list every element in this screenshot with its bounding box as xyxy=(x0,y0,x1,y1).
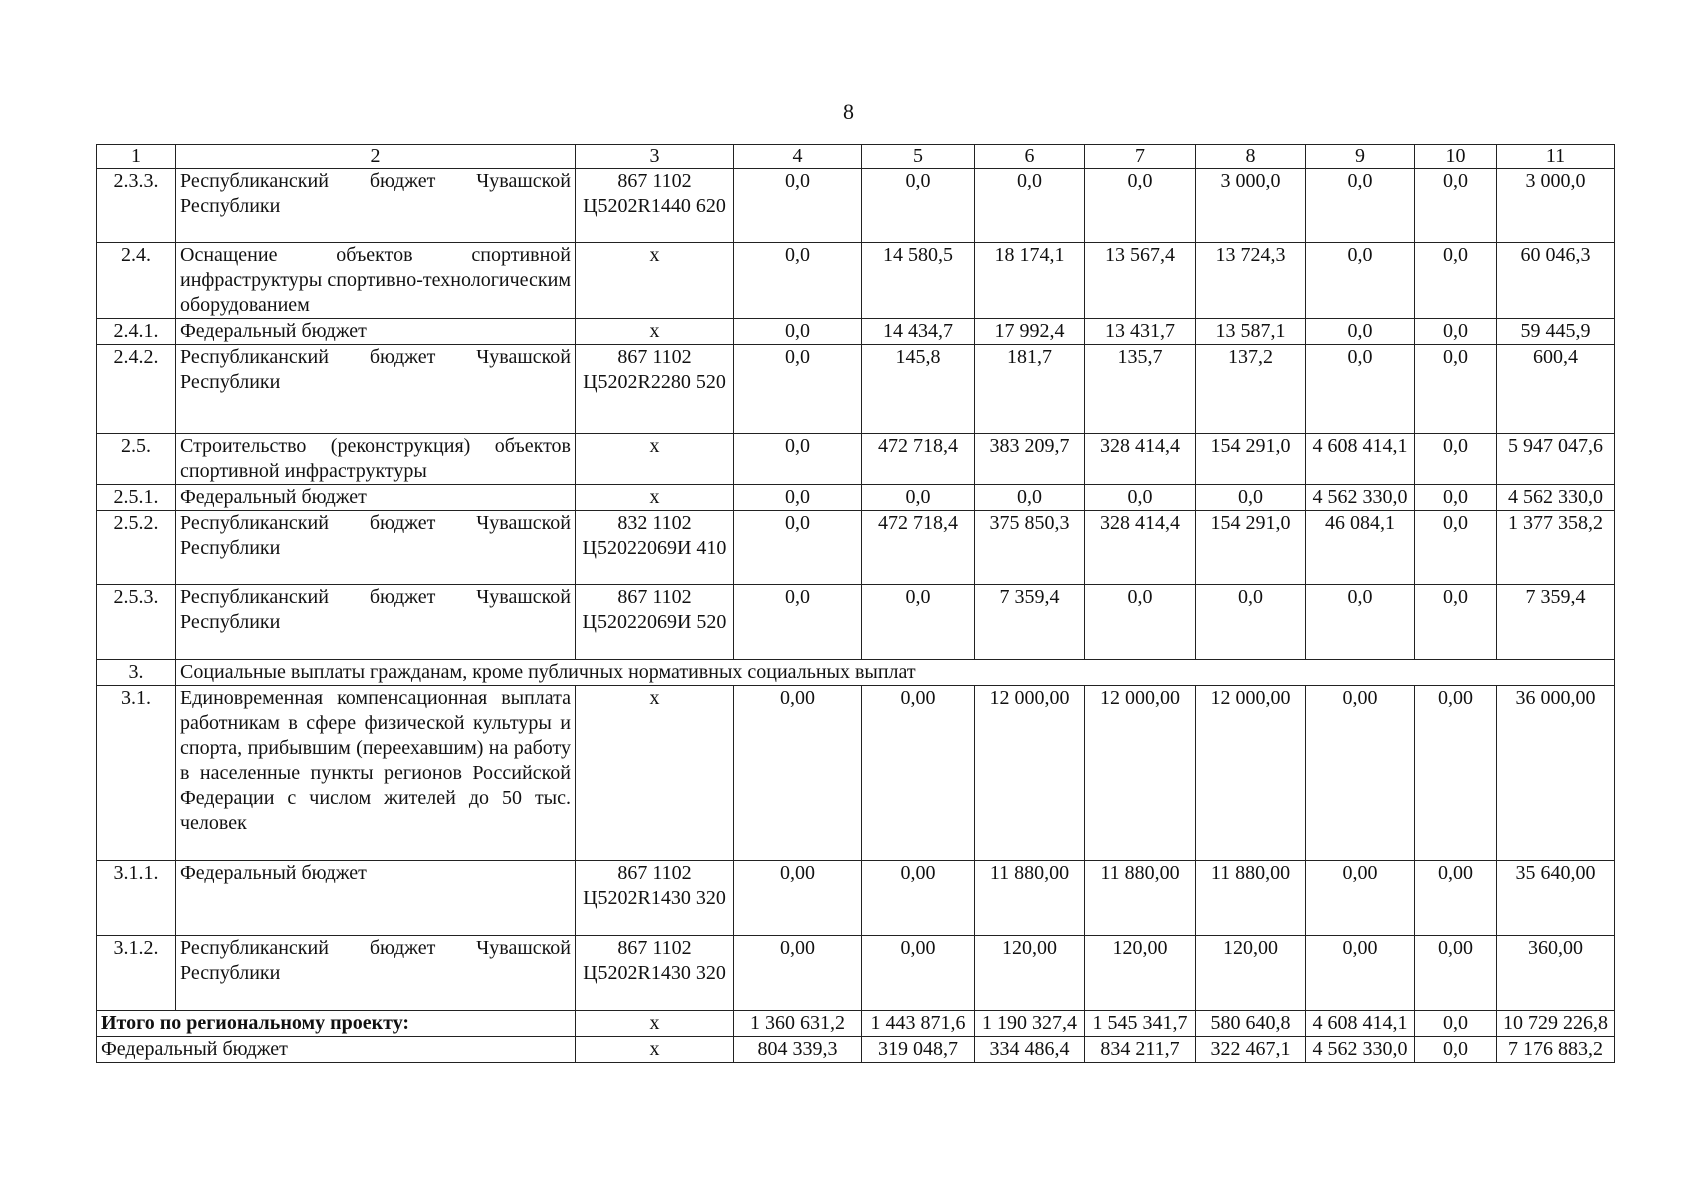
value-cell: 36 000,00 xyxy=(1497,686,1615,861)
row-index: 2.4.1. xyxy=(97,319,176,345)
value-cell: 7 176 883,2 xyxy=(1497,1037,1615,1063)
row-index: 3.1.1. xyxy=(97,861,176,936)
value-cell: 3 000,0 xyxy=(1196,169,1306,243)
value-cell: 154 291,0 xyxy=(1196,434,1306,485)
value-cell: 0,0 xyxy=(1196,585,1306,660)
value-cell: 35 640,00 xyxy=(1497,861,1615,936)
value-cell: 13 724,3 xyxy=(1196,243,1306,319)
row-code: х xyxy=(576,243,734,319)
value-cell: 4 562 330,0 xyxy=(1497,485,1615,511)
header-cell: 2 xyxy=(176,145,576,169)
row-code: 867 1102 Ц52022069И 520 xyxy=(576,585,734,660)
value-cell: 120,00 xyxy=(1085,936,1196,1011)
value-cell: 120,00 xyxy=(1196,936,1306,1011)
value-cell: 0,0 xyxy=(975,169,1085,243)
value-cell: 0,0 xyxy=(862,485,975,511)
value-cell: 1 360 631,2 xyxy=(734,1011,862,1037)
value-cell: 60 046,3 xyxy=(1497,243,1615,319)
value-cell: 4 562 330,0 xyxy=(1306,485,1415,511)
budget-table xyxy=(96,144,1615,1063)
value-cell: 0,0 xyxy=(734,485,862,511)
row-name: Республиканский бюджет Чувашской Республики xyxy=(176,345,576,434)
table-row xyxy=(97,861,1615,936)
value-cell: 834 211,7 xyxy=(1085,1037,1196,1063)
value-cell: 0,0 xyxy=(1196,485,1306,511)
row-index: 2.4. xyxy=(97,243,176,319)
row-code: 832 1102 Ц52022069И 410 xyxy=(576,511,734,585)
total-row xyxy=(97,1037,1615,1063)
row-name: Республиканский бюджет Чувашской Республики xyxy=(176,169,576,243)
value-cell: 0,0 xyxy=(1415,434,1497,485)
table-row xyxy=(97,485,1615,511)
value-cell: 0,00 xyxy=(734,861,862,936)
value-cell: 0,0 xyxy=(734,169,862,243)
value-cell: 12 000,00 xyxy=(975,686,1085,861)
section-title: Социальные выплаты гражданам, кроме публичных нормативных социальных выплат xyxy=(176,660,1615,686)
header-cell: 1 xyxy=(97,145,176,169)
value-cell: 12 000,00 xyxy=(1085,686,1196,861)
value-cell: 0,00 xyxy=(1415,936,1497,1011)
value-cell: 383 209,7 xyxy=(975,434,1085,485)
value-cell: 0,0 xyxy=(734,434,862,485)
value-cell: 0,00 xyxy=(734,686,862,861)
value-cell: 0,0 xyxy=(1306,345,1415,434)
table-row xyxy=(97,243,1615,319)
value-cell: 472 718,4 xyxy=(862,511,975,585)
value-cell: 0,0 xyxy=(1415,1011,1497,1037)
page-number: 8 xyxy=(843,99,854,124)
value-cell: 0,0 xyxy=(1306,243,1415,319)
row-name: Строительство (реконструкция) объектов спортивной инфраструктуры xyxy=(176,434,576,485)
table-row xyxy=(97,434,1615,485)
row-name: Республиканский бюджет Чувашской Республики xyxy=(176,585,576,660)
value-cell: 0,0 xyxy=(1085,485,1196,511)
value-cell: 804 339,3 xyxy=(734,1037,862,1063)
row-index: 2.4.2. xyxy=(97,345,176,434)
row-name: Федеральный бюджет xyxy=(176,861,576,936)
value-cell: 322 467,1 xyxy=(1196,1037,1306,1063)
value-cell: 0,0 xyxy=(734,243,862,319)
value-cell: 4 608 414,1 xyxy=(1306,434,1415,485)
header-cell: 7 xyxy=(1085,145,1196,169)
header-cell: 6 xyxy=(975,145,1085,169)
value-cell: 580 640,8 xyxy=(1196,1011,1306,1037)
value-cell: 0,0 xyxy=(1415,585,1497,660)
row-name: Республиканский бюджет Чувашской Республики xyxy=(176,511,576,585)
row-index: 2.5.2. xyxy=(97,511,176,585)
value-cell: 319 048,7 xyxy=(862,1037,975,1063)
value-cell: 334 486,4 xyxy=(975,1037,1085,1063)
value-cell: 0,0 xyxy=(734,345,862,434)
header-cell: 3 xyxy=(576,145,734,169)
value-cell: 0,0 xyxy=(1415,345,1497,434)
value-cell: 0,00 xyxy=(1306,936,1415,1011)
row-code: 867 1102 Ц5202R1440 620 xyxy=(576,169,734,243)
value-cell: 0,0 xyxy=(975,485,1085,511)
table-row xyxy=(97,936,1615,1011)
value-cell: 17 992,4 xyxy=(975,319,1085,345)
value-cell: 0,0 xyxy=(1415,485,1497,511)
value-cell: 0,00 xyxy=(1306,861,1415,936)
value-cell: 137,2 xyxy=(1196,345,1306,434)
section-row xyxy=(97,660,1615,686)
value-cell: 0,00 xyxy=(734,936,862,1011)
value-cell: 1 377 358,2 xyxy=(1497,511,1615,585)
table-row xyxy=(97,319,1615,345)
value-cell: 0,00 xyxy=(1306,686,1415,861)
value-cell: 328 414,4 xyxy=(1085,434,1196,485)
row-name: Республиканский бюджет Чувашской Республики xyxy=(176,936,576,1011)
value-cell: 0,0 xyxy=(734,511,862,585)
value-cell: 11 880,00 xyxy=(975,861,1085,936)
value-cell: 472 718,4 xyxy=(862,434,975,485)
value-cell: 4 608 414,1 xyxy=(1306,1011,1415,1037)
value-cell: 0,0 xyxy=(1415,1037,1497,1063)
header-cell: 5 xyxy=(862,145,975,169)
value-cell: 0,0 xyxy=(1306,585,1415,660)
value-cell: 1 443 871,6 xyxy=(862,1011,975,1037)
value-cell: 0,0 xyxy=(1306,319,1415,345)
value-cell: 0,0 xyxy=(734,319,862,345)
value-cell: 0,0 xyxy=(1415,243,1497,319)
value-cell: 0,0 xyxy=(1415,169,1497,243)
value-cell: 328 414,4 xyxy=(1085,511,1196,585)
row-index: 2.5.1. xyxy=(97,485,176,511)
value-cell: 14 434,7 xyxy=(862,319,975,345)
value-cell: 1 190 327,4 xyxy=(975,1011,1085,1037)
value-cell: 10 729 226,8 xyxy=(1497,1011,1615,1037)
table-row xyxy=(97,169,1615,243)
value-cell: 600,4 xyxy=(1497,345,1615,434)
header-row xyxy=(97,145,1615,169)
value-cell: 0,0 xyxy=(1306,169,1415,243)
value-cell: 1 545 341,7 xyxy=(1085,1011,1196,1037)
value-cell: 0,00 xyxy=(862,861,975,936)
value-cell: 11 880,00 xyxy=(1085,861,1196,936)
value-cell: 3 000,0 xyxy=(1497,169,1615,243)
total-label: Федеральный бюджет xyxy=(97,1037,576,1063)
value-cell: 59 445,9 xyxy=(1497,319,1615,345)
value-cell: 360,00 xyxy=(1497,936,1615,1011)
value-cell: 0,0 xyxy=(862,585,975,660)
row-code: х xyxy=(576,1011,734,1037)
row-code: 867 1102 Ц5202R1430 320 xyxy=(576,861,734,936)
value-cell: 0,00 xyxy=(1415,686,1497,861)
value-cell: 0,0 xyxy=(1085,585,1196,660)
row-index: 2.3.3. xyxy=(97,169,176,243)
table-row xyxy=(97,345,1615,434)
value-cell: 0,00 xyxy=(1415,861,1497,936)
row-name: Оснащение объектов спортивной инфраструктуры спортивно-технологическим оборудованием xyxy=(176,243,576,319)
value-cell: 7 359,4 xyxy=(975,585,1085,660)
row-code: х xyxy=(576,686,734,861)
value-cell: 46 084,1 xyxy=(1306,511,1415,585)
row-code: 867 1102 Ц5202R2280 520 xyxy=(576,345,734,434)
header-cell: 8 xyxy=(1196,145,1306,169)
value-cell: 0,0 xyxy=(734,585,862,660)
row-index: 2.5. xyxy=(97,434,176,485)
value-cell: 145,8 xyxy=(862,345,975,434)
value-cell: 12 000,00 xyxy=(1196,686,1306,861)
value-cell: 0,00 xyxy=(862,686,975,861)
row-name: Федеральный бюджет xyxy=(176,485,576,511)
value-cell: 0,0 xyxy=(1415,511,1497,585)
row-code: х xyxy=(576,485,734,511)
row-name: Единовременная компенсационная выплата работникам в сфере физической культуры и спорта, прибывшим (переехавшим) на работу в населенные пункты регионов Российской Федерации с числом жителей до 50 тыс. человек xyxy=(176,686,576,861)
value-cell: 13 567,4 xyxy=(1085,243,1196,319)
header-cell: 9 xyxy=(1306,145,1415,169)
row-index: 3.1.2. xyxy=(97,936,176,1011)
value-cell: 13 587,1 xyxy=(1196,319,1306,345)
value-cell: 154 291,0 xyxy=(1196,511,1306,585)
value-cell: 7 359,4 xyxy=(1497,585,1615,660)
value-cell: 0,00 xyxy=(862,936,975,1011)
header-cell: 10 xyxy=(1415,145,1497,169)
value-cell: 0,0 xyxy=(1415,319,1497,345)
row-code: х xyxy=(576,1037,734,1063)
value-cell: 0,0 xyxy=(1085,169,1196,243)
row-code: х xyxy=(576,319,734,345)
header-cell: 11 xyxy=(1497,145,1615,169)
value-cell: 18 174,1 xyxy=(975,243,1085,319)
row-name: Федеральный бюджет xyxy=(176,319,576,345)
total-label: Итого по региональному проекту: xyxy=(97,1011,576,1037)
value-cell: 11 880,00 xyxy=(1196,861,1306,936)
row-index: 2.5.3. xyxy=(97,585,176,660)
table-row xyxy=(97,511,1615,585)
row-index: 3.1. xyxy=(97,686,176,861)
value-cell: 4 562 330,0 xyxy=(1306,1037,1415,1063)
value-cell: 5 947 047,6 xyxy=(1497,434,1615,485)
value-cell: 181,7 xyxy=(975,345,1085,434)
table-row xyxy=(97,585,1615,660)
value-cell: 120,00 xyxy=(975,936,1085,1011)
value-cell: 0,0 xyxy=(862,169,975,243)
header-cell: 4 xyxy=(734,145,862,169)
value-cell: 14 580,5 xyxy=(862,243,975,319)
row-code: х xyxy=(576,434,734,485)
value-cell: 135,7 xyxy=(1085,345,1196,434)
value-cell: 375 850,3 xyxy=(975,511,1085,585)
row-code: 867 1102 Ц5202R1430 320 xyxy=(576,936,734,1011)
value-cell: 13 431,7 xyxy=(1085,319,1196,345)
section-index: 3. xyxy=(97,660,176,686)
total-row xyxy=(97,1011,1615,1037)
table-row xyxy=(97,686,1615,861)
